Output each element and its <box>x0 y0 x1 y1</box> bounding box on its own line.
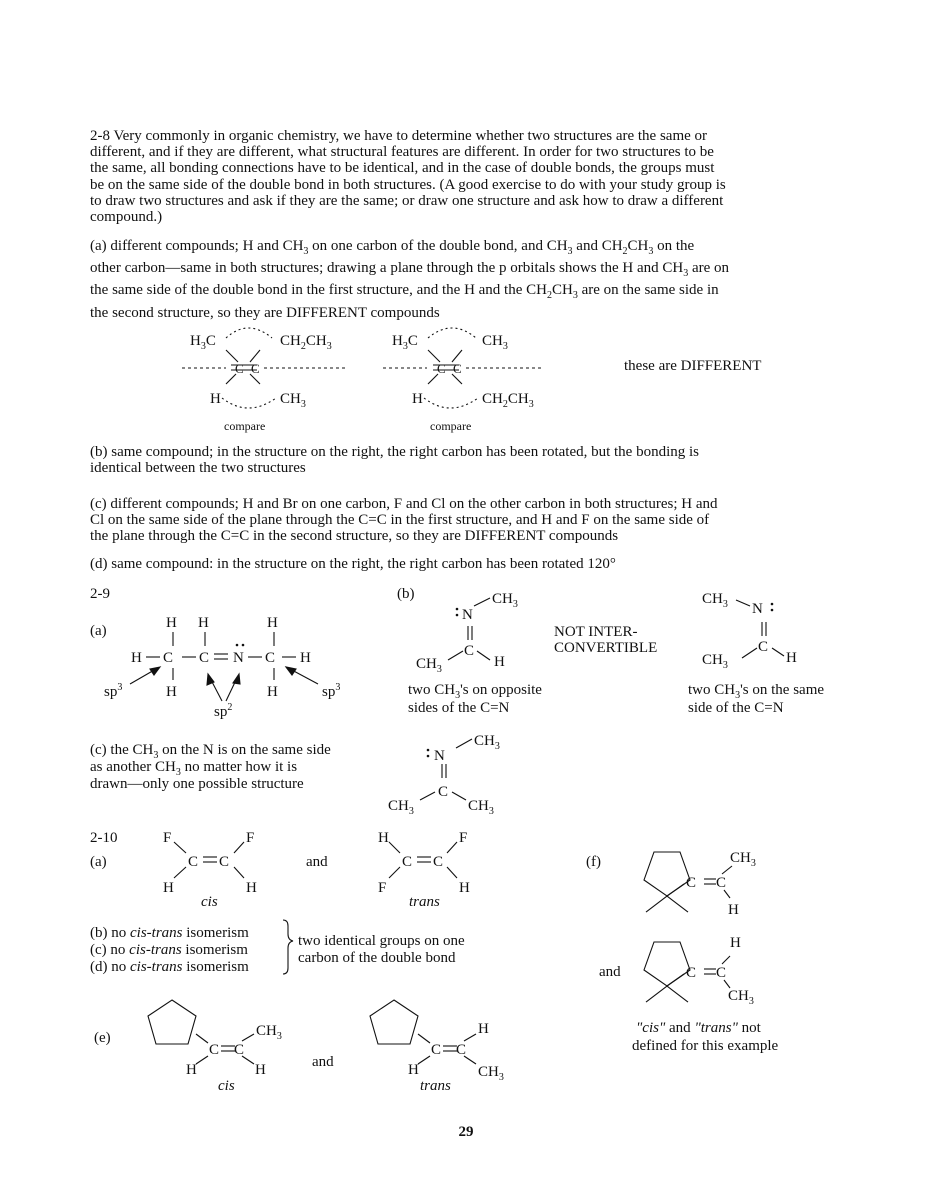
f-note-line: "cis" and "trans" not <box>636 1020 761 1036</box>
hybridization-label-sp3: $sp^3$ <box>322 682 341 700</box>
and-label: and <box>306 854 328 870</box>
atom-c: C <box>265 650 276 666</box>
atom-c: C <box>209 1042 220 1058</box>
group-ch3: $CH_3$ <box>702 591 728 610</box>
atom-c: C <box>716 965 727 981</box>
group-ch3: $CH_3$ <box>416 656 442 675</box>
part-d-line: (d) same compound: in the structure on the right, the right carbon has been rotated 120° <box>90 556 616 572</box>
part-a-line: (a) different compounds; H and $CH_3$ on one carbon of the double bond, and $CH_3$ and $CH_2CH_3$ on the <box>90 238 695 257</box>
part-c-line: the plane through the C=C in the second structure, so they are DIFFERENT compounds <box>90 528 619 545</box>
fig-2-10a-cis-structure <box>174 842 244 878</box>
part-c-210-line: (c) no cis-trans isomerism <box>90 942 248 958</box>
f-note-line: defined for this example <box>632 1038 779 1054</box>
intro-line: 2-8 Very commonly in organic chemistry, we have to determine whether two structures are the same or <box>90 128 708 144</box>
atom-h: H <box>378 830 389 846</box>
atom-n: N <box>233 650 244 666</box>
atom-c: C <box>219 854 230 870</box>
atom-h: H <box>478 1021 489 1037</box>
atom-h: H <box>246 880 257 896</box>
atom-c: C <box>464 643 475 659</box>
atom-h: H <box>730 935 741 951</box>
hybridization-label-sp3: $sp^3$ <box>104 682 123 700</box>
atom-n: N <box>462 607 473 623</box>
trans-label: trans <box>409 894 440 910</box>
atom-f: F <box>378 880 387 896</box>
atom-c: C <box>438 784 449 800</box>
atom-c: C <box>199 650 210 666</box>
caption-line: two $CH_3's$ on the same <box>688 682 825 701</box>
atom-c: C <box>758 639 769 655</box>
part-a-line: the second structure, so they are DIFFERENT compounds <box>90 304 440 321</box>
part-b-line: (b) same compound; in the structure on the right, the right carbon has been rotated, but the bonding is <box>90 444 700 460</box>
bcd-reason-line: two identical groups on one <box>298 933 465 949</box>
atom-h: H <box>494 654 505 670</box>
atom-h: H <box>166 615 177 631</box>
atom-c: C <box>188 854 199 870</box>
atom-h: H <box>198 615 209 631</box>
part-d-210-line: (d) no cis-trans isomerism <box>90 959 249 975</box>
fig-2-8a-right-top-left-group: $H_3C$ <box>392 333 418 352</box>
problem-2-9b-label: (b) <box>397 586 415 602</box>
group-ch3: $CH_3$ <box>478 1064 504 1083</box>
cis-label: cis <box>201 894 218 910</box>
part-b-line: identical between the two structures <box>90 460 306 477</box>
part-a-line: other carbon—same in both structures; drawing a plane through the p orbitals shows the H and $CH_3$ are on <box>90 260 730 280</box>
problem-2-10-number: 2-10 <box>90 830 118 846</box>
atom-c: C <box>433 854 444 870</box>
part-c-29-line: as another $CH_3$ no matter how it is <box>90 759 298 778</box>
group-ch3: $CH_3$ <box>730 850 756 869</box>
atom-h: H <box>300 650 311 666</box>
caption-line: sides of the C=N <box>408 700 510 716</box>
atom-n: N <box>752 601 763 617</box>
atom-c: C <box>716 875 727 891</box>
atom-c: C <box>431 1042 442 1058</box>
group-ch3: $CH_3$ <box>468 798 494 817</box>
caption-line: two $CH_3's$ on opposite <box>408 682 542 701</box>
fig-2-8a-left-bottom-left-group: H <box>210 391 221 407</box>
atom-h: H <box>131 650 142 666</box>
group-ch3: $CH_3$ <box>388 798 414 817</box>
fig-2-8a-verdict: these are DIFFERENT <box>624 358 762 374</box>
not-interconvertible-label: CONVERTIBLE <box>554 640 658 656</box>
atom-h: H <box>163 880 174 896</box>
intro-line: to draw two structures and ask if they are the same; or draw one structure and ask how to draw a different <box>90 192 724 209</box>
intro-line: compound.) <box>90 209 163 226</box>
atom-c: C <box>686 965 697 981</box>
fig-2-8a-left-compare-label: compare <box>224 419 266 433</box>
atom-f: F <box>246 830 255 846</box>
fig-2-8a-left-top-left-group: $H_3C$ <box>190 333 216 352</box>
fig-2-8a-right-bottom-right-group: $CH_2CH_3$ <box>482 391 534 410</box>
atom-h: H <box>786 650 797 666</box>
fig-2-8a-left-bottom-right-group: $CH_3$ <box>280 391 306 410</box>
group-ch3: $CH_3$ <box>256 1023 282 1042</box>
atom-h: H <box>166 684 177 700</box>
not-interconvertible-label: NOT INTER- <box>554 624 638 640</box>
group-ch3: $CH_3$ <box>702 652 728 671</box>
part-c-29-line: drawn—only one possible structure <box>90 776 304 792</box>
problem-2-10f-label: (f) <box>586 854 601 870</box>
fig-2-9a-structure <box>130 632 318 701</box>
problem-2-10e-label: (e) <box>94 1030 111 1046</box>
atom-h: H <box>267 684 278 700</box>
group-ch3: $CH_3$ <box>492 591 518 610</box>
fig-2-10a-trans-structure <box>389 842 457 878</box>
problem-2-9a-label: (a) <box>90 623 107 639</box>
fig-2-8a-left-top-right-group: $CH_2CH_3$ <box>280 333 332 352</box>
part-b-210-line: (b) no cis-trans isomerism <box>90 925 249 941</box>
atom-c: C <box>163 650 174 666</box>
trans-label: trans <box>420 1078 451 1094</box>
atom-h: H <box>408 1062 419 1078</box>
group-ch3: $CH_3$ <box>474 733 500 752</box>
atom-h: H <box>728 902 739 918</box>
atom-c: C <box>402 854 413 870</box>
atom-h: H <box>267 615 278 631</box>
atom-h: H <box>186 1062 197 1078</box>
part-c-line: (c) different compounds; H and Br on one carbon, F and Cl on the other carbon in both structures; H and <box>90 496 718 512</box>
and-label: and <box>312 1054 334 1070</box>
atom-c: C <box>456 1042 467 1058</box>
part-a-line: the same side of the double bond in the first structure, and the H and the $CH_2CH_3$ are on the same side in <box>90 282 719 302</box>
cis-label: cis <box>218 1078 235 1094</box>
caption-line: side of the C=N <box>688 700 784 716</box>
intro-line: the same, all bonding connections have to be identical, and in the case of double bonds, the groups must <box>90 160 715 177</box>
part-c-29-line: (c) the $CH_3$ on the N is on the same side <box>90 742 331 761</box>
fig-2-8a-left-double-bond: C <box>251 361 260 376</box>
bcd-reason-line: carbon of the double bond <box>298 950 456 966</box>
and-label: and <box>599 964 621 980</box>
atom-c: C <box>686 875 697 891</box>
brace <box>283 920 293 974</box>
problem-2-10a-label: (a) <box>90 854 107 870</box>
fig-2-8a-right-bottom-left-group: H <box>412 391 423 407</box>
page-number: 29 <box>458 1124 474 1140</box>
hybridization-label-sp2: $sp^2$ <box>214 702 233 720</box>
atom-n: N <box>434 748 445 764</box>
fig-2-8a-right-compare-label: compare <box>430 419 472 433</box>
atom-f: F <box>459 830 468 846</box>
atom-h: H <box>459 880 470 896</box>
fig-2-8a-right-top-right-group: $CH_3$ <box>482 333 508 352</box>
atom-f: F <box>163 830 172 846</box>
atom-h: H <box>255 1062 266 1078</box>
part-c-line: Cl on the same side of the plane through the C=C in the first structure, and H and F on the same side of <box>90 512 710 529</box>
intro-line: be on the same side of the double bond in both structures. (A good exercise to do with your study group is <box>90 176 726 193</box>
problem-2-9-number: 2-9 <box>90 586 110 602</box>
intro-line: different, and if they are different, what structural features are different. In order for two structures to be <box>90 144 714 161</box>
group-ch3: $CH_3$ <box>728 988 754 1007</box>
fig-2-8a-right-double-bond: C <box>437 361 446 376</box>
fig-2-8a-right-double-bond: C <box>453 361 462 376</box>
fig-2-8a-left-double-bond: C <box>235 361 244 376</box>
atom-c: C <box>234 1042 245 1058</box>
